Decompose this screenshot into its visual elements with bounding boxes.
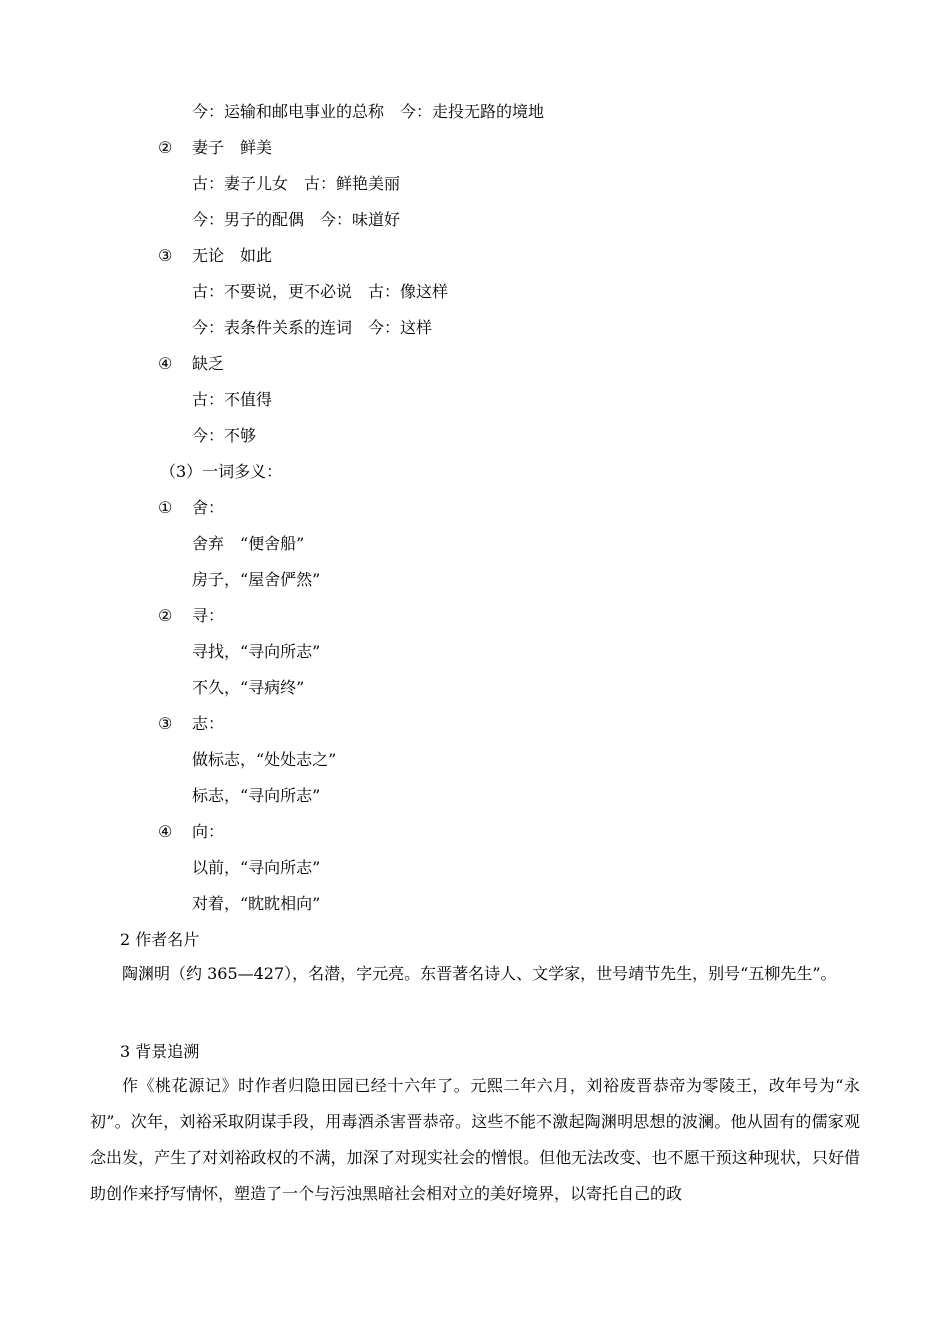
text-line (192, 174, 400, 194)
modern-meaning: 今：运输和邮电事业的总称 (192, 102, 385, 121)
text-line (192, 282, 448, 302)
modern-meaning: 今：味道好 (320, 210, 401, 229)
word-pair: 妻子 鲜美 (192, 138, 273, 157)
meaning-example: 不久，“寻病终” (192, 678, 305, 697)
meaning-example: 房子，“屋舍俨然” (192, 570, 321, 589)
item-number: ③ (158, 246, 173, 265)
item-number: ① (158, 498, 173, 517)
author-heading: 2 作者名片 (120, 930, 200, 949)
background-paragraph: 作《桃花源记》时作者归隐田园已经十六年了。元熙二年六月，刘裕废晋恭帝为零陵王，改年号为“永初”。次年，刘裕采取阴谋手段，用毒酒杀害晋恭帝。这些不能不激起陶渊明思想的波澜。他从固有的儒家观念出发，产生了对刘裕政权的不满，加深了对现实社会的憎恨。但他无法改变、也不愿干预这种现状，只好借助创作来抒写情怀，塑造了一个与污浊黑暗社会相对立的美好境界，以寄托自己的政 (90, 1076, 860, 1203)
meaning-example: 标志，“寻向所志” (192, 786, 321, 805)
meaning-example: 以前，“寻向所志” (192, 858, 321, 877)
text-line (192, 210, 400, 230)
polysemy-word: 志： (192, 714, 225, 733)
modern-meaning: 今：男子的配偶 (192, 210, 305, 229)
ancient-meaning: 古：不要说，更不必说 (192, 282, 353, 301)
ancient-meaning: 古：鲜艳美丽 (304, 174, 401, 193)
polysemy-word: 向： (192, 822, 225, 841)
modern-meaning: 今：这样 (368, 318, 433, 337)
ancient-meaning: 古：不值得 (192, 390, 273, 409)
meaning-example: 舍弃 “便舍船” (192, 534, 305, 553)
ancient-meaning: 古：妻子儿女 (192, 174, 289, 193)
ancient-meaning: 古：像这样 (368, 282, 449, 301)
meaning-example: 对着，“眈眈相向” (192, 894, 321, 913)
item-number: ④ (158, 822, 173, 841)
item-number: ② (158, 606, 173, 625)
modern-meaning: 今：不够 (192, 426, 257, 445)
section-heading: （3）一词多义： (160, 462, 283, 481)
item-number: ③ (158, 714, 173, 733)
word-pair: 缺乏 (192, 354, 225, 373)
polysemy-word: 舍： (192, 498, 225, 517)
modern-meaning: 今：表条件关系的连词 (192, 318, 353, 337)
text-line (192, 102, 544, 122)
polysemy-word: 寻： (192, 606, 225, 625)
meaning-example: 寻找，“寻向所志” (192, 642, 321, 661)
text-line (192, 318, 432, 338)
word-pair: 无论 如此 (192, 246, 273, 265)
item-number: ② (158, 138, 173, 157)
background-heading: 3 背景追溯 (120, 1042, 200, 1061)
item-number: ④ (158, 354, 173, 373)
modern-meaning: 今：走投无路的境地 (400, 102, 545, 121)
author-paragraph: 陶渊明（约 365—427），名潜，字元亮。东晋著名诗人、文学家，世号靖节先生，别号“五柳先生”。 (122, 964, 837, 983)
meaning-example: 做标志，“处处志之” (192, 750, 337, 769)
